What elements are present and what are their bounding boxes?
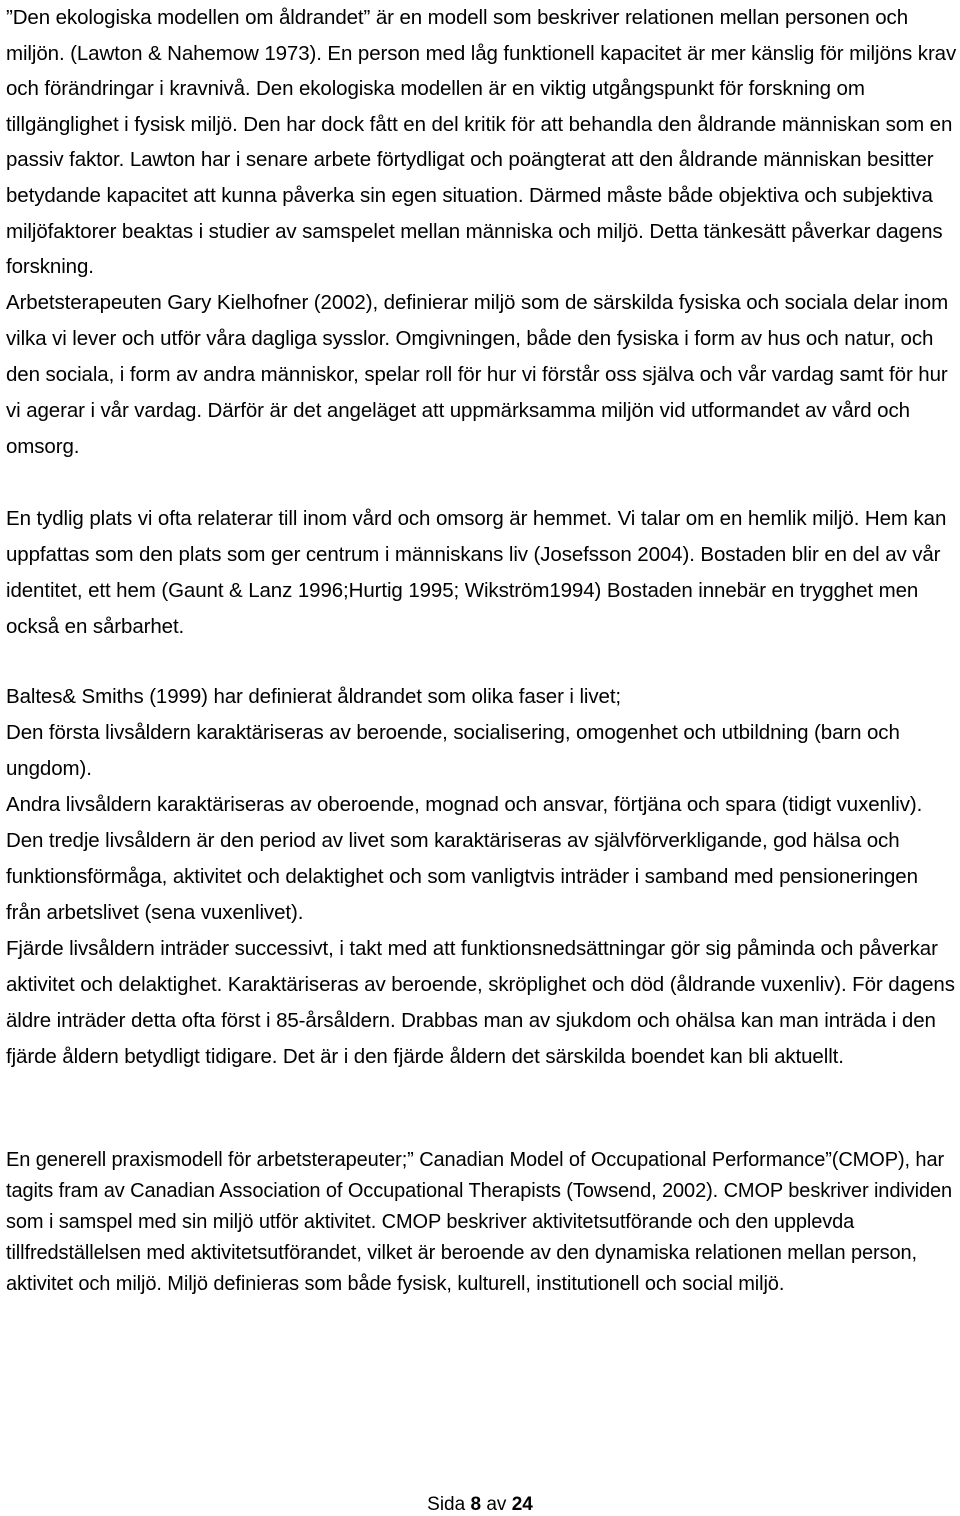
- footer-separator: av: [486, 1494, 507, 1515]
- paragraph-fourth-age: Fjärde livsåldern inträder successivt, i takt med att funktionsnedsättningar gör sig påminda och påverkar aktivitet och delaktighet. Karaktäriseras av beroende, skröplighet och död (åldrande vuxenliv). För dagens äldre inträder detta ofta först i 85-årsåldern. Drabbas man av sjukdom och ohälsa kan man inträda i den fjärde åldern betydligt tidigare. Det är i den fjärde åldern det särskilda boendet kan bli aktuellt.: [6, 936, 955, 1068]
- document-page: [6, 0, 958, 1300]
- footer-page-total: 24: [511, 1494, 533, 1515]
- footer-page-number: 8: [470, 1494, 482, 1515]
- paragraph-second-age: Andra livsåldern karaktäriseras av oberoende, mognad och ansvar, förtjäna och spara (tidigt vuxenliv).: [6, 792, 923, 816]
- paragraph-home: En tydlig plats vi ofta relaterar till inom vård och omsorg är hemmet. Vi talar om en hemlik miljö. Hem kan uppfattas som den plats som ger centrum i människans liv (Josefsson 2004). Bostaden blir en del av vår identitet, ett hem (Gaunt & Lanz 1996;Hurtig 1995; Wikström1994) Bostaden innebär en trygghet men också en sårbarhet.: [6, 506, 947, 638]
- paragraph-cmop: En generell praxismodell för arbetsterapeuter;” Canadian Model of Occupational Performance”(CMOP), har tagits fram av Canadian Association of Occupational Therapists (Towsend, 2002). CMOP beskriver individen som i samspel med sin miljö utför aktivitet. CMOP beskriver aktivitetsutförande och den upplevda tillfredställelsen med aktivitetsutförandet, vilket är beroende av den dynamiska relationen mellan person, aktivitet och miljö. Miljö definieras som både fysisk, kulturell, institutionell och social miljö.: [6, 1148, 953, 1295]
- paragraph-third-age: Den tredje livsåldern är den period av livet som karaktäriseras av självförverkligande, god hälsa och funktionsförmåga, aktivitet och delaktighet och som vanligtvis inträder i samband med pensioneringen från arbetslivet (sena vuxenlivet).: [6, 828, 918, 924]
- paragraph-baltes-intro: Baltes& Smiths (1999) har definierat åldrandet som olika faser i livet;: [6, 684, 622, 708]
- paragraph-kielhofner: Arbetsterapeuten Gary Kielhofner (2002), definierar miljö som de särskilda fysiska och sociala delar inom vilka vi lever och utför våra dagliga sysslor. Omgivningen, både den fysiska i form av hus och natur, och den sociala, i form av andra människor, spelar roll för hur vi förstår oss själva och vår vardag samt för hur vi agerar i vår vardag. Därför är det angeläget att uppmärksamma miljön vid utformandet av vård och omsorg.: [6, 290, 949, 458]
- paragraph-first-age: Den första livsåldern karaktäriseras av beroende, socialisering, omogenhet och utbildning (barn och ungdom).: [6, 720, 900, 780]
- page-footer: [0, 1494, 960, 1516]
- paragraph-ecological-model: ”Den ekologiska modellen om åldrandet” är en modell som beskriver relationen mellan personen och miljön. (Lawton & Nahemow 1973). En person med låg funktionell kapacitet är mer känslig för miljöns krav och förändringar i kravnivå. Den ekologiska modellen är en viktig utgångspunkt för forskning om tillgänglighet i fysisk miljö. Den har dock fått en del kritik för att behandla den åldrande människan som en passiv faktor. Lawton har i senare arbete förtydligat och poängterat att den åldrande människan besitter betydande kapacitet att kunna påverka sin egen situation. Därmed måste både objektiva och subjektiva miljöfaktorer beaktas i studier av samspelet mellan människa och miljö. Detta tänkesätt påverkar dagens forskning.: [6, 6, 957, 279]
- footer-prefix: Sida: [427, 1494, 466, 1515]
